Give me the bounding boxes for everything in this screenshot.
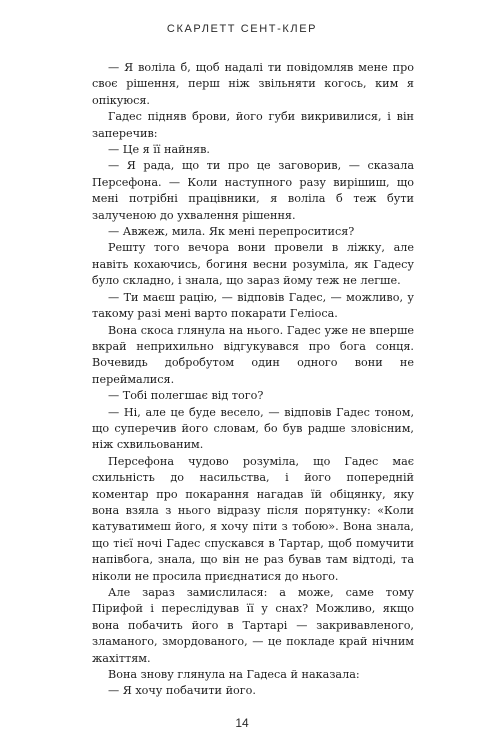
paragraph: Але зараз замислилася: а може, саме тому Пірифой і переслідував її у снах? Можливо, якщо вона побачить його в Тартарі — закривавленого, зламаного, змордованого, — це покладе край нічним жахіттям. — [92, 586, 414, 665]
paragraph: Решту того вечора вони провели в ліжку, але навіть кохаючись, богиня весни розуміла, як Гадесу було складно, і знала, що зараз йому теж не легше. — [92, 241, 414, 288]
paragraph: — Я хочу побачити його. — [108, 684, 256, 698]
paragraph: — Тобі полегшає від того? — [108, 389, 264, 403]
page-number: 14 — [235, 716, 249, 730]
running-header: СКАРЛЕТТ СЕНТ-КЛЕР — [166, 23, 318, 35]
body-text — [92, 60, 414, 700]
paragraph: — Це я її найняв. — [108, 143, 210, 157]
paragraph: — Ти маєш рацію, — відповів Гадес, — можливо, у такому разі мені варто покарати Геліоса. — [92, 290, 414, 321]
paragraph: — Ні, але це буде весело, — відповів Гадес тоном, що суперечив його словам, бо був радше зловісним, ніж схвильованим. — [92, 405, 414, 452]
paragraph: Гадес підняв брови, його губи викривилися, і він заперечив: — [92, 110, 414, 140]
paragraph: — Авжеж, мила. Як мені перепроситися? — [108, 225, 355, 239]
paragraph: Вона скоса глянула на нього. Гадес уже не вперше вкрай неприхильно відгукувався про бога сонця. Вочевидь добробутом один одного вони не переймалися. — [92, 323, 414, 386]
paragraph: Персефона чудово розуміла, що Гадес має схильність до насильства, і його попередній коментар про покарання нагадав їй обіцянку, яку вона взяла з нього відразу після порятунку: «Коли катуватимеш його, я хочу піти з тобою». Вона знала, що тієї ночі Гадес спускався в Тартар, щоб помучити напівбога, знала, що він не раз бував там відтоді, та ніколи не просила приєднатися до нього. — [92, 454, 414, 583]
paragraph: Вона знову глянула на Гадеса й наказала: — [108, 668, 360, 682]
paragraph: — Я рада, що ти про це заговорив, — сказала Персефона. — Коли наступного разу вирішиш, що мені потрібні працівники, я воліла б теж бути залученою до ухвалення рішення. — [92, 159, 414, 222]
paragraph: — Я воліла б, щоб надалі ти повідомляв мене про своє рішення, перш ніж звільняти когось, ким я опікуюся. — [92, 61, 414, 107]
